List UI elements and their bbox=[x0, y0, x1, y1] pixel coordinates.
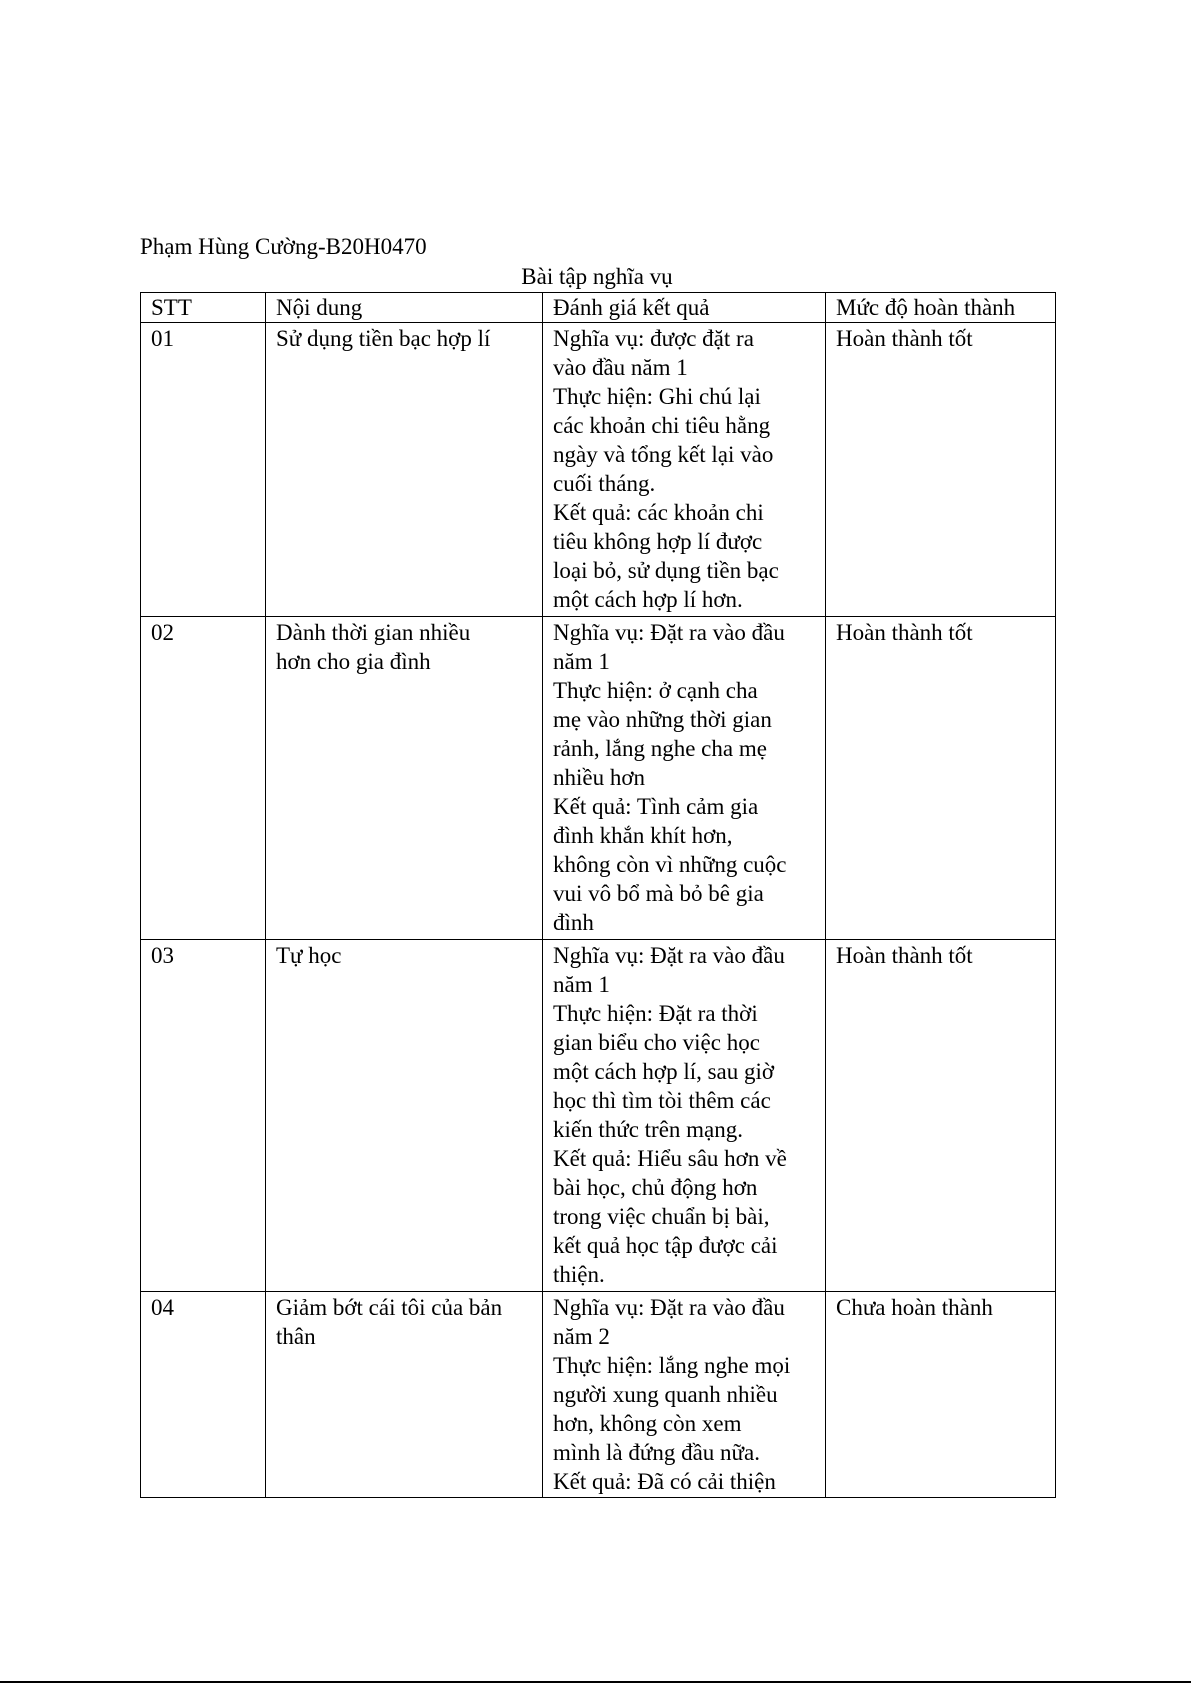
evaluation-line: vui vô bổ mà bỏ bê gia bbox=[553, 881, 764, 906]
document-title: Bài tập nghĩa vụ bbox=[521, 264, 673, 289]
evaluation-line: ngày và tổng kết lại vào bbox=[553, 442, 774, 467]
content-line: Dành thời gian nhiều bbox=[276, 620, 471, 645]
evaluation-line: không còn vì những cuộc bbox=[553, 852, 787, 877]
cell-stt: 01 bbox=[141, 323, 266, 617]
evaluation-line: người xung quanh nhiều bbox=[553, 1382, 778, 1407]
table-header-row bbox=[141, 293, 1056, 323]
page-bottom-rule bbox=[0, 1681, 1191, 1683]
evaluation-line: Nghĩa vụ: được đặt ra bbox=[553, 326, 754, 351]
cell-content bbox=[266, 323, 543, 617]
evaluation-line: Nghĩa vụ: Đặt ra vào đầu bbox=[553, 1295, 785, 1320]
evaluation-line: nhiều hơn bbox=[553, 765, 646, 790]
evaluation-line: Nghĩa vụ: Đặt ra vào đầu bbox=[553, 943, 785, 968]
header-evaluation: Đánh giá kết quả bbox=[543, 293, 826, 323]
table-row bbox=[141, 617, 1056, 940]
evaluation-line: kết quả học tập được cải bbox=[553, 1233, 778, 1258]
evaluation-line: học thì tìm tòi thêm các bbox=[553, 1088, 771, 1113]
evaluation-line: kiến thức trên mạng. bbox=[553, 1117, 744, 1142]
cell-stt: 03 bbox=[141, 940, 266, 1292]
evaluation-line: trong việc chuẩn bị bài, bbox=[553, 1204, 770, 1229]
evaluation-line: các khoản chi tiêu hằng bbox=[553, 413, 771, 438]
evaluation-line: tiêu không hợp lí được bbox=[553, 529, 763, 554]
cell-completion-level: Chưa hoàn thành bbox=[826, 1292, 1056, 1498]
evaluation-line: Thực hiện: lắng nghe mọi bbox=[553, 1353, 791, 1378]
content-line: thân bbox=[276, 1324, 316, 1349]
cell-evaluation bbox=[543, 940, 826, 1292]
header-content: Nội dung bbox=[266, 293, 543, 323]
cell-evaluation bbox=[543, 323, 826, 617]
header-completion-level: Mức độ hoàn thành bbox=[826, 293, 1056, 323]
evaluation-line: Kết quả: Hiểu sâu hơn về bbox=[553, 1146, 787, 1171]
content-line: hơn cho gia đình bbox=[276, 649, 431, 674]
cell-content bbox=[266, 940, 543, 1292]
evaluation-line: một cách hợp lí hơn. bbox=[553, 587, 743, 612]
cell-stt: 02 bbox=[141, 617, 266, 940]
evaluation-line: đình khắn khít hơn, bbox=[553, 823, 733, 848]
evaluation-line: đình bbox=[553, 910, 594, 935]
evaluation-line: năm 1 bbox=[553, 649, 610, 674]
evaluation-line: Thực hiện: Đặt ra thời bbox=[553, 1001, 758, 1026]
evaluation-line: thiện. bbox=[553, 1262, 605, 1287]
table-row bbox=[141, 323, 1056, 617]
cell-completion-level: Hoàn thành tốt bbox=[826, 617, 1056, 940]
evaluation-line: Kết quả: các khoản chi bbox=[553, 500, 764, 525]
evaluation-line: rảnh, lắng nghe cha mẹ bbox=[553, 736, 767, 761]
author-line: Phạm Hùng Cường-B20H0470 bbox=[140, 234, 427, 259]
content-line: Tự học bbox=[276, 943, 342, 968]
evaluation-line: gian biểu cho việc học bbox=[553, 1030, 760, 1055]
evaluation-line: hơn, không còn xem bbox=[553, 1411, 742, 1436]
evaluation-line: Thực hiện: ở cạnh cha bbox=[553, 678, 758, 703]
cell-evaluation bbox=[543, 617, 826, 940]
evaluation-line: vào đầu năm 1 bbox=[553, 355, 688, 380]
evaluation-line: một cách hợp lí, sau giờ bbox=[553, 1059, 775, 1084]
evaluation-line: Kết quả: Tình cảm gia bbox=[553, 794, 759, 819]
evaluation-line: Kết quả: Đã có cải thiện bbox=[553, 1469, 776, 1494]
evaluation-line: cuối tháng. bbox=[553, 471, 656, 496]
evaluation-line: mẹ vào những thời gian bbox=[553, 707, 772, 732]
cell-stt: 04 bbox=[141, 1292, 266, 1498]
cell-completion-level: Hoàn thành tốt bbox=[826, 323, 1056, 617]
cell-content bbox=[266, 617, 543, 940]
evaluation-line: mình là đứng đầu nữa. bbox=[553, 1440, 760, 1465]
evaluation-line: Nghĩa vụ: Đặt ra vào đầu bbox=[553, 620, 785, 645]
evaluation-line: bài học, chủ động hơn bbox=[553, 1175, 758, 1200]
evaluation-line: Thực hiện: Ghi chú lại bbox=[553, 384, 761, 409]
content-line: Sử dụng tiền bạc hợp lí bbox=[276, 326, 491, 351]
evaluation-line: năm 2 bbox=[553, 1324, 610, 1349]
content-line: Giảm bớt cái tôi của bản bbox=[276, 1295, 503, 1320]
table-row bbox=[141, 940, 1056, 1292]
cell-content bbox=[266, 1292, 543, 1498]
evaluation-line: loại bỏ, sử dụng tiền bạc bbox=[553, 558, 779, 583]
cell-evaluation bbox=[543, 1292, 826, 1498]
header-stt: STT bbox=[141, 293, 266, 323]
evaluation-line: năm 1 bbox=[553, 972, 610, 997]
cell-completion-level: Hoàn thành tốt bbox=[826, 940, 1056, 1292]
tasks-table bbox=[140, 292, 1056, 1498]
table-row bbox=[141, 1292, 1056, 1498]
